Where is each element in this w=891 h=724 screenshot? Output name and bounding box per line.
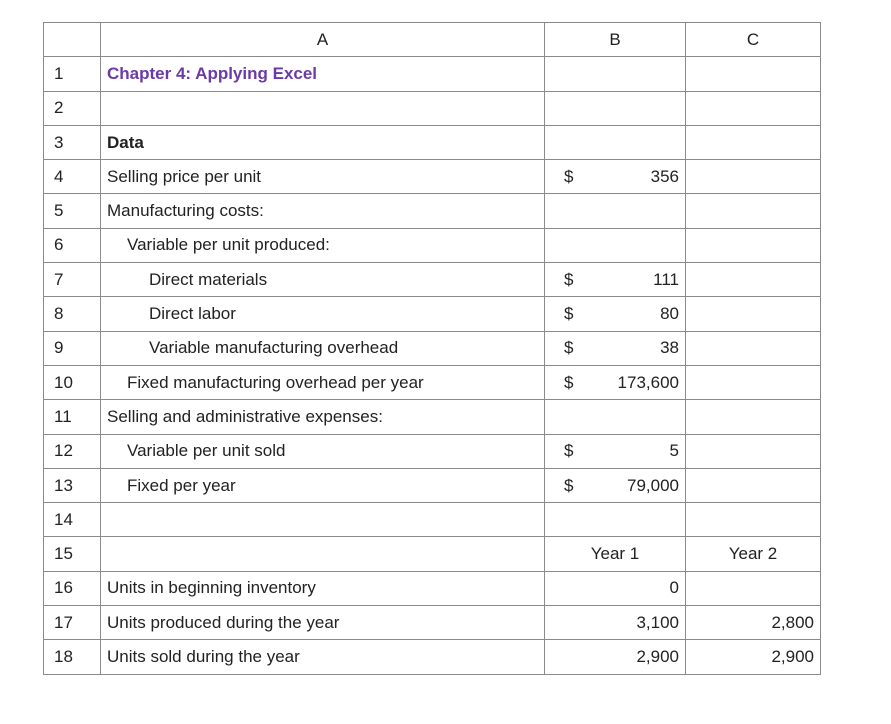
cell-b[interactable]	[545, 57, 686, 91]
cell-a[interactable]	[101, 365, 545, 399]
cell-c[interactable]	[686, 365, 821, 399]
cell-b[interactable]	[545, 365, 686, 399]
cell-a-text: Units produced during the year	[107, 612, 340, 632]
cell-c[interactable]	[686, 91, 821, 125]
cell-b[interactable]	[545, 503, 686, 537]
cell-a[interactable]	[101, 91, 545, 125]
cell-b[interactable]	[545, 331, 686, 365]
cell-a[interactable]	[101, 537, 545, 571]
sheet-row	[44, 125, 821, 159]
column-header-row	[44, 23, 821, 57]
corner-cell[interactable]	[44, 23, 101, 57]
row-number[interactable]: 18	[44, 640, 101, 674]
cell-a[interactable]	[101, 194, 545, 228]
column-header-a[interactable]: A	[101, 23, 545, 57]
cell-b-value: 356	[650, 166, 679, 186]
cell-b-value: 0	[669, 578, 679, 598]
sheet-row	[44, 606, 821, 640]
cell-a[interactable]	[101, 297, 545, 331]
row-number[interactable]: 7	[44, 263, 101, 297]
sheet-row	[44, 503, 821, 537]
cell-c[interactable]	[686, 571, 821, 605]
cell-b-value: 111	[653, 269, 679, 289]
cell-b[interactable]	[545, 434, 686, 468]
cell-a-text: Selling price per unit	[107, 166, 262, 186]
cell-a[interactable]	[101, 400, 545, 434]
cell-c[interactable]	[686, 125, 821, 159]
cell-a[interactable]	[101, 57, 545, 91]
cell-b[interactable]	[545, 297, 686, 331]
cell-c[interactable]	[686, 263, 821, 297]
spreadsheet	[43, 22, 821, 675]
currency-symbol: $	[564, 166, 574, 186]
cell-b-value: 80	[660, 304, 679, 324]
currency-symbol: $	[564, 304, 574, 324]
row-number[interactable]: 12	[44, 434, 101, 468]
cell-b[interactable]	[545, 125, 686, 159]
cell-a-text: Fixed per year	[127, 475, 236, 495]
row-number[interactable]: 4	[44, 160, 101, 194]
row-number[interactable]: 9	[44, 331, 101, 365]
row-number[interactable]: 16	[44, 571, 101, 605]
column-header-b[interactable]: B	[545, 23, 686, 57]
cell-a[interactable]	[101, 503, 545, 537]
row-number[interactable]: 5	[44, 194, 101, 228]
currency-symbol: $	[564, 338, 574, 358]
cell-a-text: Manufacturing costs:	[107, 201, 264, 221]
sheet-row	[44, 434, 821, 468]
cell-c[interactable]	[686, 297, 821, 331]
cell-a-text: Units sold during the year	[107, 646, 300, 666]
row-number[interactable]: 17	[44, 606, 101, 640]
row-number[interactable]: 11	[44, 400, 101, 434]
cell-c[interactable]	[686, 57, 821, 91]
spreadsheet-grid	[43, 22, 821, 675]
cell-b[interactable]	[545, 537, 686, 571]
cell-b[interactable]	[545, 571, 686, 605]
cell-a-text: Chapter 4: Applying Excel	[107, 63, 318, 83]
row-number[interactable]: 13	[44, 468, 101, 502]
cell-a[interactable]	[101, 640, 545, 674]
cell-a-text: Variable per unit produced:	[127, 235, 330, 255]
currency-symbol: $	[564, 372, 574, 392]
row-number[interactable]: 6	[44, 228, 101, 262]
cell-b-value: 5	[669, 441, 679, 461]
cell-b[interactable]	[545, 468, 686, 502]
cell-c[interactable]	[686, 434, 821, 468]
cell-c[interactable]	[686, 160, 821, 194]
cell-b-text: Year 1	[590, 544, 640, 564]
cell-b[interactable]	[545, 640, 686, 674]
cell-b[interactable]	[545, 194, 686, 228]
sheet-row	[44, 57, 821, 91]
cell-a-text: Direct labor	[149, 304, 236, 324]
column-header-c[interactable]: C	[686, 23, 821, 57]
cell-a-text: Variable per unit sold	[127, 441, 286, 461]
sheet-row	[44, 263, 821, 297]
cell-a-text: Fixed manufacturing overhead per year	[127, 372, 424, 392]
cell-b-value: 38	[660, 338, 679, 358]
cell-c[interactable]: 2,900	[686, 640, 821, 674]
sheet-row	[44, 571, 821, 605]
row-number[interactable]: 10	[44, 365, 101, 399]
cell-c[interactable]	[686, 468, 821, 502]
cell-b-value: 3,100	[636, 612, 679, 632]
row-number[interactable]: 3	[44, 125, 101, 159]
sheet-row	[44, 91, 821, 125]
row-number[interactable]: 2	[44, 91, 101, 125]
cell-a[interactable]	[101, 571, 545, 605]
cell-b[interactable]	[545, 91, 686, 125]
cell-a[interactable]	[101, 331, 545, 365]
cell-b-value: 2,900	[636, 646, 679, 666]
cell-a-text: Direct materials	[149, 269, 268, 289]
cell-b[interactable]	[545, 400, 686, 434]
sheet-row	[44, 537, 821, 571]
cell-b[interactable]	[545, 606, 686, 640]
sheet-row	[44, 468, 821, 502]
sheet-row	[44, 365, 821, 399]
cell-b[interactable]	[545, 228, 686, 262]
sheet-row	[44, 228, 821, 262]
cell-a-text: Variable manufacturing overhead	[149, 338, 399, 358]
sheet-row	[44, 194, 821, 228]
currency-symbol: $	[564, 269, 574, 289]
cell-b[interactable]	[545, 160, 686, 194]
sheet-row	[44, 297, 821, 331]
sheet-row	[44, 160, 821, 194]
cell-b[interactable]	[545, 263, 686, 297]
cell-c[interactable]	[686, 331, 821, 365]
cell-a[interactable]	[101, 468, 545, 502]
cell-a[interactable]	[101, 606, 545, 640]
currency-symbol: $	[564, 441, 574, 461]
sheet-row	[44, 400, 821, 434]
cell-b-value: 173,600	[617, 372, 679, 392]
cell-a-text: Units in beginning inventory	[107, 578, 316, 598]
sheet-row	[44, 331, 821, 365]
cell-c[interactable]: 2,800	[686, 606, 821, 640]
cell-c[interactable]	[686, 194, 821, 228]
cell-a-text: Selling and administrative expenses:	[107, 406, 383, 426]
cell-a[interactable]	[101, 434, 545, 468]
cell-c[interactable]: Year 2	[686, 537, 821, 571]
row-number[interactable]: 14	[44, 503, 101, 537]
sheet-row	[44, 640, 821, 674]
cell-a[interactable]	[101, 228, 545, 262]
cell-c[interactable]	[686, 400, 821, 434]
row-number[interactable]: 8	[44, 297, 101, 331]
cell-b-value: 79,000	[627, 475, 679, 495]
cell-c[interactable]	[686, 228, 821, 262]
cell-a[interactable]	[101, 125, 545, 159]
cell-a-text: Data	[107, 132, 144, 152]
currency-symbol: $	[564, 475, 574, 495]
cell-a[interactable]	[101, 160, 545, 194]
cell-c[interactable]	[686, 503, 821, 537]
row-number[interactable]: 1	[44, 57, 101, 91]
row-number[interactable]: 15	[44, 537, 101, 571]
cell-a[interactable]	[101, 263, 545, 297]
